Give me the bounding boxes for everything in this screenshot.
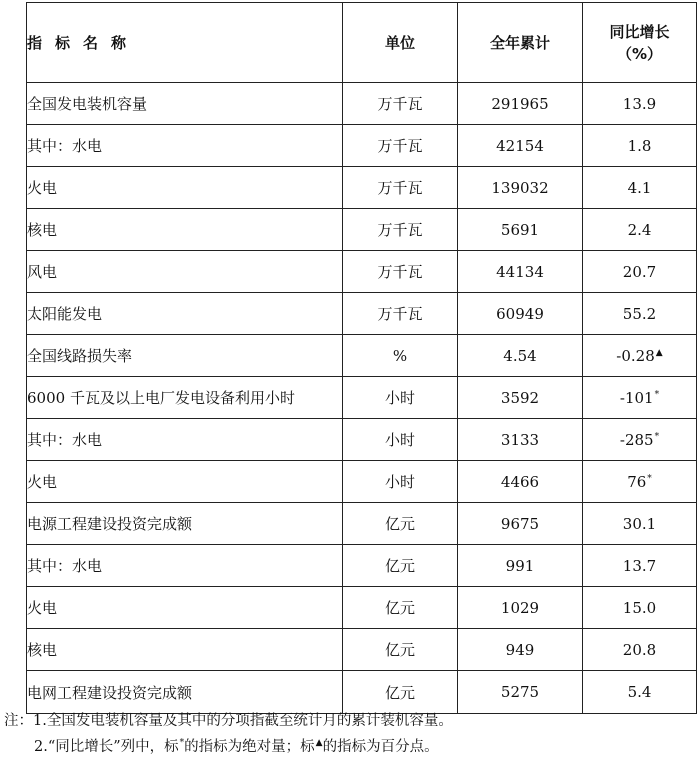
- annual-total-value: 44134: [458, 251, 583, 293]
- yoy-growth-cell: [583, 251, 697, 293]
- yoy-growth-value: 15.0: [622, 598, 657, 617]
- yoy-growth-value: 20.7: [622, 262, 657, 281]
- yoy-growth-value: 76: [627, 472, 647, 491]
- indicator-unit: 小时: [343, 461, 458, 503]
- yoy-growth-value: 20.8: [622, 640, 657, 659]
- indicator-unit: 亿元: [343, 629, 458, 671]
- indicator-name: 核电: [27, 629, 343, 671]
- yoy-growth-value: -0.28: [616, 346, 655, 365]
- table-row: [27, 293, 697, 335]
- yoy-growth-value: 4.1: [627, 178, 652, 197]
- yoy-growth-cell: [583, 377, 697, 419]
- yoy-growth-cell: [583, 503, 697, 545]
- annual-total-value: 991: [458, 545, 583, 587]
- annual-total-value: 60949: [458, 293, 583, 335]
- indicator-unit: 亿元: [343, 545, 458, 587]
- table-row: [27, 125, 697, 167]
- power-statistics-table: [26, 2, 697, 714]
- footnote-1: 注：1.全国发电装机容量及其中的分项指截至统计月的累计装机容量。: [4, 713, 453, 729]
- yoy-growth-cell: [583, 587, 697, 629]
- yoy-growth-cell: [583, 461, 697, 503]
- header-yoy-growth: [583, 3, 697, 83]
- yoy-growth-cell: [583, 209, 697, 251]
- yoy-growth-value: -101: [619, 388, 654, 407]
- annual-total-value: 3592: [458, 377, 583, 419]
- indicator-unit: 亿元: [343, 503, 458, 545]
- header-yoy-growth-label: 同比增长: [609, 22, 670, 41]
- yoy-growth-value: 30.1: [622, 514, 657, 533]
- yoy-growth-value: -285: [619, 430, 654, 449]
- annual-total-value: 42154: [458, 125, 583, 167]
- absolute-marker: *: [654, 389, 660, 400]
- indicator-name: 火电: [27, 587, 343, 629]
- yoy-growth-value: 2.4: [627, 220, 652, 239]
- yoy-growth-cell: [583, 167, 697, 209]
- table-row: [27, 461, 697, 503]
- table-row: [27, 209, 697, 251]
- header-yoy-growth-unit: （%）: [616, 44, 663, 63]
- table-body: [27, 83, 697, 714]
- indicator-unit: 小时: [343, 377, 458, 419]
- indicator-name: 其中：水电: [27, 125, 343, 167]
- yoy-growth-value: 1.8: [627, 136, 652, 155]
- indicator-name: 其中：水电: [27, 545, 343, 587]
- indicator-unit: 万千瓦: [343, 251, 458, 293]
- table-row: [27, 251, 697, 293]
- table-row: [27, 545, 697, 587]
- yoy-growth-cell: [583, 545, 697, 587]
- annual-total-value: 5275: [458, 671, 583, 714]
- indicator-name: 其中：水电: [27, 419, 343, 461]
- table-row: [27, 335, 697, 377]
- annual-total-value: 1029: [458, 587, 583, 629]
- table-row: [27, 83, 697, 125]
- table-header-row: [27, 3, 697, 83]
- indicator-name: 电源工程建设投资完成额: [27, 503, 343, 545]
- indicator-name: 火电: [27, 167, 343, 209]
- indicator-name: 太阳能发电: [27, 293, 343, 335]
- indicator-unit: 万千瓦: [343, 167, 458, 209]
- indicator-unit: 万千瓦: [343, 209, 458, 251]
- percentage-point-marker: ▲: [655, 347, 663, 358]
- yoy-growth-cell: [583, 419, 697, 461]
- yoy-growth-value: 55.2: [622, 304, 657, 323]
- percentage-point-marker: ▲: [315, 738, 323, 749]
- yoy-growth-cell: [583, 293, 697, 335]
- indicator-unit: 小时: [343, 419, 458, 461]
- yoy-growth-value: 13.7: [622, 556, 657, 575]
- yoy-growth-cell: [583, 83, 697, 125]
- annual-total-value: 139032: [458, 167, 583, 209]
- indicator-name: 火电: [27, 461, 343, 503]
- indicator-unit: %: [343, 335, 458, 377]
- indicator-name: 风电: [27, 251, 343, 293]
- table-row: [27, 377, 697, 419]
- yoy-growth-value: 13.9: [622, 94, 657, 113]
- footnote-2-text-a: 2.“同比增长”列中，标: [34, 739, 179, 755]
- indicator-unit: 万千瓦: [343, 293, 458, 335]
- indicator-unit: 万千瓦: [343, 83, 458, 125]
- annual-total-value: 5691: [458, 209, 583, 251]
- indicator-unit: 亿元: [343, 671, 458, 714]
- indicator-name: 电网工程建设投资完成额: [27, 671, 343, 714]
- header-indicator-name: 指标名称: [27, 3, 343, 83]
- table-row: [27, 419, 697, 461]
- annual-total-value: 949: [458, 629, 583, 671]
- indicator-name: 6000 千瓦及以上电厂发电设备利用小时: [27, 377, 343, 419]
- table-row: [27, 587, 697, 629]
- yoy-growth-cell: [583, 629, 697, 671]
- annual-total-value: 9675: [458, 503, 583, 545]
- header-annual-total: 全年累计: [458, 3, 583, 83]
- footnote-2: [4, 734, 694, 760]
- absolute-marker: *: [647, 473, 652, 484]
- table-row: [27, 503, 697, 545]
- indicator-unit: 万千瓦: [343, 125, 458, 167]
- table-row: [27, 629, 697, 671]
- indicator-name: 核电: [27, 209, 343, 251]
- indicator-name: 全国发电装机容量: [27, 83, 343, 125]
- absolute-marker: *: [654, 431, 660, 442]
- yoy-growth-cell: [583, 335, 697, 377]
- footnote-2-text-c: 的指标为百分点。: [322, 739, 439, 755]
- footnotes: [4, 708, 694, 760]
- yoy-growth-value: 5.4: [627, 683, 652, 701]
- annual-total-value: 4466: [458, 461, 583, 503]
- annual-total-value: 3133: [458, 419, 583, 461]
- yoy-growth-cell: [583, 125, 697, 167]
- header-unit: 单位: [343, 3, 458, 83]
- absolute-marker: *: [179, 738, 185, 749]
- annual-total-value: 4.54: [458, 335, 583, 377]
- footnote-2-text-b: 的指标为绝对量；标: [184, 739, 315, 755]
- indicator-name: 全国线路损失率: [27, 335, 343, 377]
- annual-total-value: 291965: [458, 83, 583, 125]
- table-row: [27, 167, 697, 209]
- indicator-unit: 亿元: [343, 587, 458, 629]
